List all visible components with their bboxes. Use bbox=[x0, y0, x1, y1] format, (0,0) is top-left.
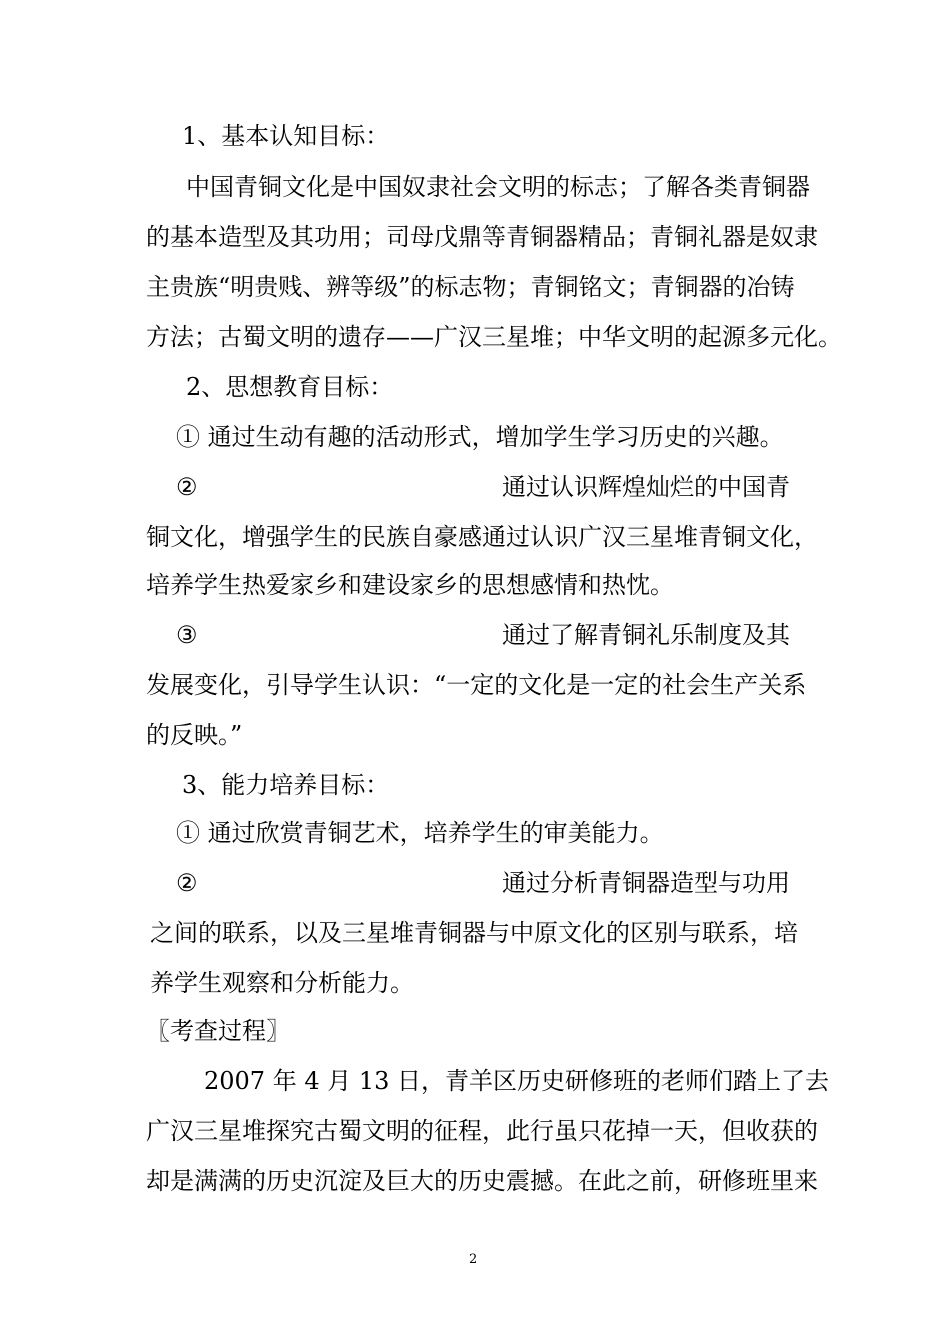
paragraph-line: 的反映。” bbox=[146, 721, 243, 749]
paragraph-line: 养学生观察和分析能力。 bbox=[150, 969, 414, 997]
list-item: 通过了解青铜礼乐制度及其 bbox=[502, 621, 790, 649]
paragraph-line: 之间的联系，以及三星堆青铜器与中原文化的区别与联系，培 bbox=[150, 919, 798, 947]
paragraph-line: 发展变化，引导学生认识：“一定的文化是一定的社会生产关系 bbox=[146, 671, 807, 699]
paragraph-line: 主贵族“明贵贱、辨等级”的标志物；青铜铭文；青铜器的冶铸 bbox=[146, 273, 795, 301]
paragraph-line: 培养学生热爱家乡和建设家乡的思想感情和热忱。 bbox=[146, 571, 674, 599]
list-item: ① 通过生动有趣的活动形式，增加学生学习历史的兴趣。 bbox=[176, 423, 784, 451]
heading-ability-training: 3、能力培养目标： bbox=[182, 771, 390, 799]
list-item: ① 通过欣赏青铜艺术，培养学生的审美能力。 bbox=[176, 819, 664, 847]
list-marker: ③ bbox=[176, 621, 198, 649]
paragraph-line: 铜文化，增强学生的民族自豪感通过认识广汉三星堆青铜文化， bbox=[146, 523, 818, 551]
heading-basic-cognition: 1、基本认知目标： bbox=[182, 122, 390, 150]
paragraph-line: 方法；古蜀文明的遗存——广汉三星堆；中华文明的起源多元化。 bbox=[146, 323, 842, 351]
page-number: 2 bbox=[469, 1252, 478, 1267]
paragraph-line: 的基本造型及其功用；司母戊鼎等青铜器精品；青铜礼器是奴隶 bbox=[146, 223, 818, 251]
paragraph-line: 中国青铜文化是中国奴隶社会文明的标志；了解各类青铜器 bbox=[186, 173, 810, 201]
paragraph-line: 广汉三星堆探究古蜀文明的征程，此行虽只花掉一天，但收获的 bbox=[146, 1117, 818, 1145]
section-heading-investigation: 〖考查过程〗 bbox=[146, 1017, 290, 1045]
list-marker: ② bbox=[176, 473, 198, 501]
list-item: 通过分析青铜器造型与功用 bbox=[502, 869, 790, 897]
heading-ideology-education: 2、思想教育目标： bbox=[186, 373, 394, 401]
list-marker: ② bbox=[176, 869, 198, 897]
list-item: 通过认识辉煌灿烂的中国青 bbox=[502, 473, 790, 501]
paragraph-line: 2007 年 4 月 13 日，青羊区历史研修班的老师们踏上了去 bbox=[204, 1067, 830, 1095]
paragraph-line: 却是满满的历史沉淀及巨大的历史震撼。在此之前，研修班里来 bbox=[146, 1167, 818, 1195]
